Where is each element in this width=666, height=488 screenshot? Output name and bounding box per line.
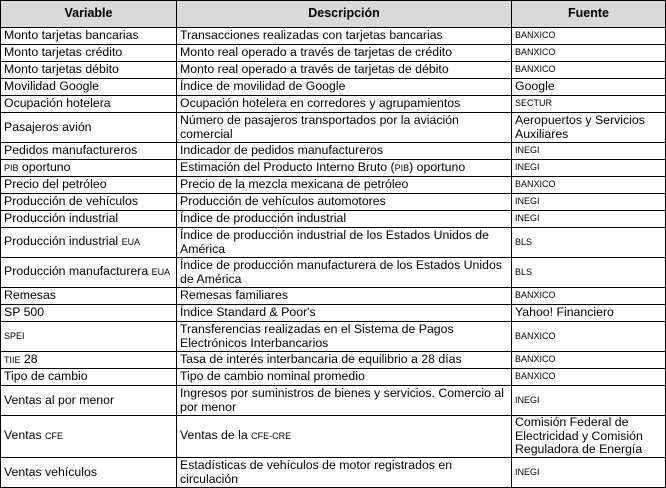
variable-text: Producción industrial [4, 234, 122, 249]
cell-variable [1, 258, 177, 288]
cell-variable: Tipo de cambio [1, 369, 177, 386]
variable-text: Ventas [4, 428, 46, 443]
cell-descripcion: Estadísticas de vehículos de motor registrados en circulación [177, 458, 512, 488]
cell-descripcion [177, 416, 512, 458]
cell-fuente: SECTUR [512, 96, 666, 113]
cell-fuente: BLS [512, 228, 666, 258]
table-row [1, 228, 666, 258]
cell-fuente: INEGI [512, 160, 666, 177]
table-row [1, 305, 666, 322]
table-row [1, 288, 666, 305]
cell-descripcion: Tipo de cambio nominal promedio [177, 369, 512, 386]
table-row [1, 45, 666, 62]
table-row [1, 160, 666, 177]
variable-abbrev: TIIE [4, 354, 21, 365]
table-row [1, 369, 666, 386]
cell-descripcion: Índice de producción manufacturera de los Estados Unidos de América [177, 258, 512, 288]
cell-descripcion: Transferencias realizadas en el Sistema de Pagos Electrónicos Interbancarios [177, 322, 512, 352]
cell-fuente: INEGI [512, 458, 666, 488]
cell-descripcion: Número de pasajeros transportados por la aviación comercial [177, 113, 512, 143]
cell-variable: SP 500 [1, 305, 177, 322]
table-row [1, 258, 666, 288]
cell-variable: Producción de vehículos [1, 194, 177, 211]
descripcion-abbrev: PIB [394, 162, 410, 173]
cell-variable: Movilidad Google [1, 79, 177, 96]
cell-variable: Ventas al por menor [1, 386, 177, 416]
cell-variable: Monto tarjetas crédito [1, 45, 177, 62]
cell-fuente: BANXICO [512, 177, 666, 194]
cell-variable: Monto tarjetas bancarias [1, 28, 177, 45]
table-row [1, 352, 666, 369]
cell-descripcion: Índice de movilidad de Google [177, 79, 512, 96]
table-row [1, 62, 666, 79]
variable-abbrev: EUA [151, 267, 171, 278]
cell-fuente: Aeropuertos y Servicios Auxiliares [512, 113, 666, 143]
cell-descripcion: Monto real operado a través de tarjetas de débito [177, 62, 512, 79]
cell-descripcion: Ocupación hotelera en corredores y agrupamientos [177, 96, 512, 113]
header-fuente: Fuente [512, 1, 666, 28]
cell-descripcion: Índice de producción industrial [177, 211, 512, 228]
table-row [1, 143, 666, 160]
table-row [1, 177, 666, 194]
table-row [1, 458, 666, 488]
cell-fuente: INEGI [512, 143, 666, 160]
cell-fuente: BANXICO [512, 369, 666, 386]
cell-variable [1, 228, 177, 258]
cell-variable: Ventas vehículos [1, 458, 177, 488]
cell-fuente: Comisión Federal de Electricidad y Comisión Reguladora de Energía [512, 416, 666, 458]
table-row [1, 322, 666, 352]
cell-fuente: BANXICO [512, 322, 666, 352]
table-row [1, 96, 666, 113]
table-row [1, 211, 666, 228]
descripcion-text: ) oportuno [409, 159, 466, 174]
cell-variable: Remesas [1, 288, 177, 305]
cell-descripcion: Ingresos por suministros de bienes y servicios. Comercio al por menor [177, 386, 512, 416]
cell-descripcion: Precio de la mezcla mexicana de petróleo [177, 177, 512, 194]
cell-variable: Pedidos manufactureros [1, 143, 177, 160]
variable-abbrev: EUA [121, 237, 141, 248]
cell-descripcion: Remesas familiares [177, 288, 512, 305]
variable-text: oportuno [18, 159, 71, 174]
table-row [1, 416, 666, 458]
cell-fuente: BANXICO [512, 288, 666, 305]
cell-fuente: INEGI [512, 386, 666, 416]
cell-variable: Producción industrial [1, 211, 177, 228]
variable-text: 28 [20, 351, 38, 366]
cell-fuente: BANXICO [512, 352, 666, 369]
variable-abbrev: CFE [45, 431, 64, 442]
cell-descripcion: Índice Standard & Poor's [177, 305, 512, 322]
cell-descripcion: Monto real operado a través de tarjetas de crédito [177, 45, 512, 62]
descripcion-text: Ventas de la [180, 428, 252, 443]
cell-descripcion: Tasa de interés interbancaria de equilibrio a 28 días [177, 352, 512, 369]
cell-variable: Precio del petróleo [1, 177, 177, 194]
header-descripcion: Descripción [177, 1, 512, 28]
table-row [1, 386, 666, 416]
table-row [1, 79, 666, 96]
cell-descripcion [177, 160, 512, 177]
cell-fuente: BANXICO [512, 28, 666, 45]
cell-fuente: Yahoo! Financiero [512, 305, 666, 322]
variable-abbrev: PIB [4, 162, 19, 173]
cell-variable [1, 352, 177, 369]
cell-fuente: BLS [512, 258, 666, 288]
table-row [1, 194, 666, 211]
cell-fuente: INEGI [512, 194, 666, 211]
cell-variable: Monto tarjetas débito [1, 62, 177, 79]
header-row [1, 1, 666, 28]
cell-fuente: BANXICO [512, 62, 666, 79]
cell-descripcion: Transacciones realizadas con tarjetas bancarias [177, 28, 512, 45]
descripcion-text: Estimación del Producto Interno Bruto ( [180, 159, 395, 174]
cell-variable [1, 160, 177, 177]
cell-descripcion: Producción de vehículos automotores [177, 194, 512, 211]
cell-variable: Ocupación hotelera [1, 96, 177, 113]
cell-descripcion: Índice de producción industrial de los Estados Unidos de América [177, 228, 512, 258]
table-row [1, 113, 666, 143]
cell-fuente: Google [512, 79, 666, 96]
header-variable: Variable [1, 1, 177, 28]
variable-text: Producción manufacturera [4, 264, 152, 279]
descripcion-abbrev: CFE-CRE [251, 431, 292, 442]
cell-variable: SPEI [1, 322, 177, 352]
cell-fuente: INEGI [512, 211, 666, 228]
cell-variable [1, 416, 177, 458]
cell-variable: Pasajeros avión [1, 113, 177, 143]
cell-fuente: BANXICO [512, 45, 666, 62]
cell-descripcion: Indicador de pedidos manufactureros [177, 143, 512, 160]
table-row [1, 28, 666, 45]
